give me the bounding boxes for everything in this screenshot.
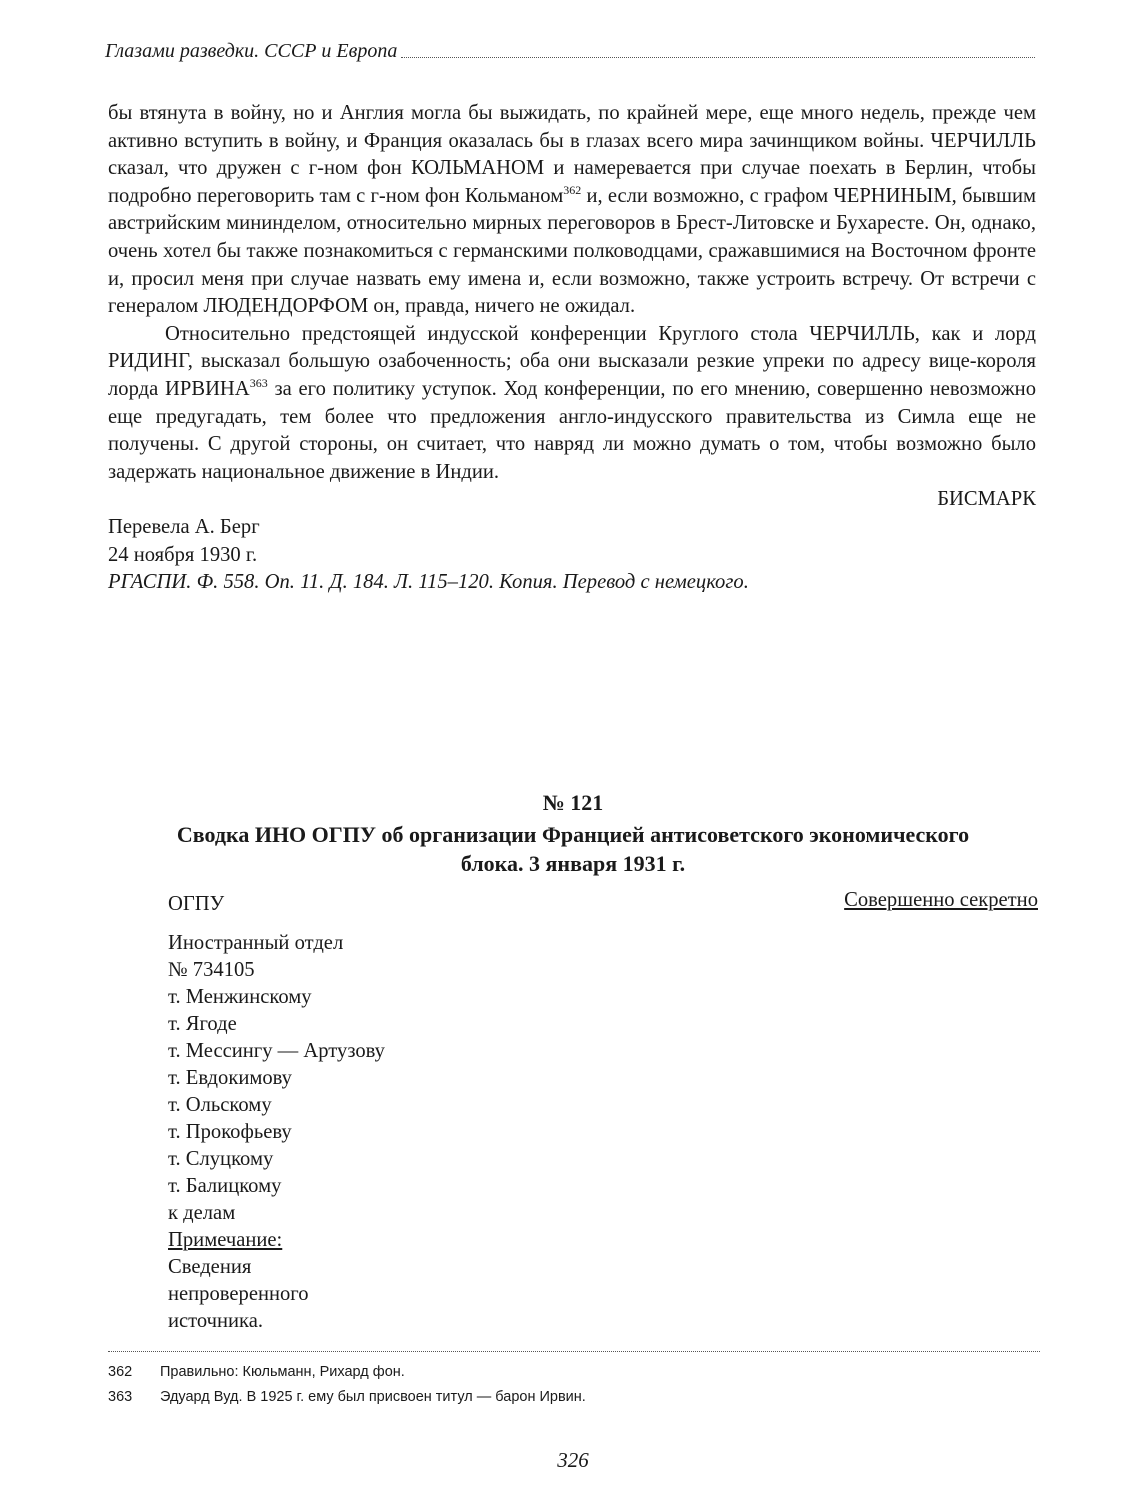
document-number: № 121 bbox=[542, 790, 604, 815]
footnote-number: 363 bbox=[108, 1389, 133, 1405]
note-label: Примечание: bbox=[168, 1229, 283, 1251]
footnote-ref-363[interactable]: 363 bbox=[249, 376, 268, 391]
addressee-block bbox=[168, 930, 385, 1335]
translation-date: 24 ноября 1930 г. bbox=[108, 543, 258, 566]
archive-source: РГАСПИ. Ф. 558. Оп. 11. Д. 184. Л. 115–120. Копия. Перевод с немецкого. bbox=[108, 571, 749, 594]
paragraph-1: бы втянута в войну, но и Англия могла бы выжидать, по крайней мере, еще много недель, прежде чем активно вступить в войну, и Франция оказалась бы в глазах всего мира зачинщиком войны. ЧЕРЧИЛЛЬ сказал, что дружен с г-ном фон КОЛЬМАНОМ и намеревается при случае поехать в Берлин, чтобы подробно переговорить там с г-ном фон Кольманом$^{362}$ и, если возможно, с графом ЧЕРНИНЫМ, бывшим австрийским мининделом, относительно мирных переговоров в Брест-Литовске и Бухаресте. Он, однако, очень хотел бы также познакомиться с германскими полководцами, сражавшимися на Восточном фронте и, просил меня при случае назвать ему имена и, если возможно, также устроить встречу. От встречи с генералом ЛЮДЕНДОРФОМ он, правда, ничего не ожидал. bbox=[108, 102, 1036, 318]
footnote-text: Правильно: Кюльманн, Рихард фон. bbox=[160, 1364, 405, 1380]
signature: БИСМАРК bbox=[937, 488, 1036, 511]
running-header bbox=[105, 40, 1035, 63]
translator-note: Перевела А. Берг bbox=[108, 515, 260, 538]
footnote-ref-362[interactable]: 362 bbox=[563, 182, 582, 197]
paragraph-2: Относительно предстоящей индусской конференции Круглого стола ЧЕРЧИЛЛЬ, как и лорд РИДИНГ, высказал большую озабоченность; оба они высказали резкие упреки по адресу вице-короля лорда ИРВИНА$^{363}$ за его политику уступок. Ход конференции, по его мнению, совершенно невозможно еще предугадать, тем более что предложения англо-индусского правительства из Симла еще не получены. С другой стороны, он считает, что навряд ли можно думать о том, чтобы возможно было задержать национальное движение в Индии. bbox=[108, 322, 1036, 483]
main-text bbox=[108, 100, 1036, 597]
footnote-dotted-rule bbox=[108, 1351, 1040, 1352]
footnote-text: Эдуард Вуд. В 1925 г. ему был присвоен титул — барон Ирвин. bbox=[160, 1389, 586, 1405]
addressee-line: т. Ягоде bbox=[168, 1013, 237, 1035]
addressee-line: т. Ольскому bbox=[168, 1094, 272, 1116]
addressee-line: т. Балицкому bbox=[168, 1175, 282, 1197]
addressee-line: т. Менжинскому bbox=[168, 986, 312, 1008]
addressee-line: т. Прокофьеву bbox=[168, 1121, 292, 1143]
addressee-line: Иностранный отдел bbox=[168, 932, 344, 954]
footnotes bbox=[108, 1360, 1040, 1410]
note-line: источника. bbox=[168, 1310, 264, 1332]
addressee-line: т. Слуцкому bbox=[168, 1148, 274, 1170]
addressee-line: т. Евдокимову bbox=[168, 1067, 292, 1089]
footnote-number: 362 bbox=[108, 1364, 133, 1380]
footnote bbox=[108, 1360, 1040, 1385]
document-org: ОГПУ bbox=[168, 893, 225, 915]
addressee-line: № 734105 bbox=[168, 959, 255, 981]
header-dotted-rule bbox=[401, 57, 1035, 58]
page-number: 326 bbox=[557, 1448, 589, 1472]
note-line: непроверенного bbox=[168, 1283, 309, 1305]
classification-stamp: Совершенно секретно bbox=[844, 889, 1038, 911]
addressee-line: к делам bbox=[168, 1202, 236, 1224]
document-title: Сводка ИНО ОГПУ об организации Францией антисоветского экономического блока. 3 января 1931 г. bbox=[176, 822, 970, 876]
note-line: Сведения bbox=[168, 1256, 252, 1278]
addressee-line: т. Мессингу — Артузову bbox=[168, 1040, 385, 1062]
running-header-title: Глазами разведки. СССР и Европа bbox=[105, 40, 398, 62]
footnote bbox=[108, 1385, 1040, 1410]
